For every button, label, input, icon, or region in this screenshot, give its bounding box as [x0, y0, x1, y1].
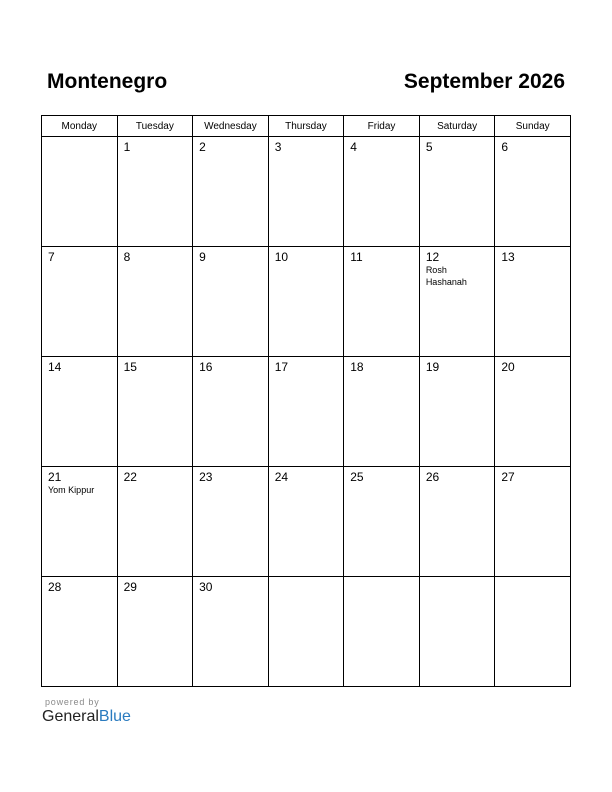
- day-cell: [344, 247, 420, 357]
- day-cell: [42, 137, 118, 247]
- day-cell: [193, 357, 269, 467]
- day-cell: [419, 137, 495, 247]
- day-number: 13: [501, 250, 515, 264]
- day-cell: [419, 577, 495, 687]
- day-number: 4: [350, 140, 357, 154]
- weekday-header: Sunday: [495, 116, 571, 137]
- weekday-header: Saturday: [419, 116, 495, 137]
- week-row: [42, 247, 571, 357]
- day-number: 30: [199, 580, 213, 594]
- month-year-title: September 2026: [403, 70, 565, 93]
- week-row: [42, 137, 571, 247]
- day-cell: [344, 577, 420, 687]
- day-number: [420, 577, 495, 580]
- day-cell: [268, 357, 344, 467]
- weekday-header: Tuesday: [117, 116, 193, 137]
- day-number: 10: [274, 250, 289, 264]
- day-cell: [42, 467, 118, 577]
- day-number: [344, 577, 419, 580]
- day-number: 3: [274, 140, 282, 154]
- day-number: 17: [274, 360, 289, 374]
- day-cell: [193, 467, 269, 577]
- day-cell: [344, 357, 420, 467]
- brand-general-text: General: [42, 708, 99, 725]
- day-number: 21: [48, 470, 62, 484]
- day-number: 16: [199, 360, 213, 374]
- day-number: 15: [123, 360, 137, 374]
- day-cell: [117, 137, 193, 247]
- weekday-header-row: [42, 116, 571, 137]
- day-cell: [193, 247, 269, 357]
- day-cell: [117, 467, 193, 577]
- day-cell: [42, 577, 118, 687]
- day-number: 25: [350, 470, 364, 484]
- day-number: 18: [350, 360, 364, 374]
- day-cell: [495, 357, 571, 467]
- calendar-grid: [41, 115, 571, 687]
- day-cell: [419, 357, 495, 467]
- day-cell: [268, 577, 344, 687]
- day-cell: [495, 247, 571, 357]
- day-cell: [495, 577, 571, 687]
- day-number: 2: [199, 140, 206, 154]
- day-cell: [117, 577, 193, 687]
- country-title: Montenegro: [47, 70, 168, 93]
- day-number: 7: [48, 250, 55, 264]
- day-cell: [117, 357, 193, 467]
- weekday-header: Friday: [344, 116, 420, 137]
- week-row: [42, 467, 571, 577]
- day-cell: [419, 247, 495, 357]
- day-cell: [495, 137, 571, 247]
- day-cell: [495, 467, 571, 577]
- week-row: [42, 577, 571, 687]
- day-cell: [268, 467, 344, 577]
- day-number: [42, 137, 117, 140]
- day-cell: [193, 577, 269, 687]
- day-number: 19: [425, 360, 440, 374]
- week-row: [42, 357, 571, 467]
- day-cell: [344, 467, 420, 577]
- day-number: 20: [501, 360, 515, 374]
- brand-blue-text: Blue: [98, 708, 131, 725]
- day-cell: [344, 137, 420, 247]
- day-number: 5: [425, 140, 433, 154]
- day-number: 23: [199, 470, 213, 484]
- day-number: 14: [48, 360, 62, 374]
- day-number: 29: [123, 580, 137, 594]
- day-cell: [268, 247, 344, 357]
- day-number: 1: [123, 140, 131, 154]
- weekday-header: Wednesday: [193, 116, 269, 137]
- day-number: 11: [350, 250, 363, 264]
- day-number: 8: [123, 250, 131, 264]
- day-number: 27: [501, 470, 515, 484]
- generalblue-logo[interactable]: [42, 708, 131, 726]
- day-number: 28: [48, 580, 62, 594]
- holiday-label: Rosh Hashanah: [425, 265, 467, 287]
- day-cell: [42, 247, 118, 357]
- day-number: 26: [425, 470, 440, 484]
- day-number: 24: [274, 470, 289, 484]
- day-number: 12: [425, 250, 440, 264]
- day-cell: [268, 137, 344, 247]
- day-number: [269, 577, 344, 580]
- day-cell: [419, 467, 495, 577]
- powered-by-label: powered by: [45, 697, 100, 707]
- weekday-header: Thursday: [268, 116, 344, 137]
- holiday-label: Yom Kippur: [48, 485, 95, 495]
- day-number: 6: [501, 140, 509, 154]
- day-cell: [117, 247, 193, 357]
- day-cell: [193, 137, 269, 247]
- day-number: 22: [123, 470, 137, 484]
- day-number: [495, 577, 570, 580]
- day-cell: [42, 357, 118, 467]
- weekday-header: Monday: [42, 116, 118, 137]
- day-number: 9: [199, 250, 206, 264]
